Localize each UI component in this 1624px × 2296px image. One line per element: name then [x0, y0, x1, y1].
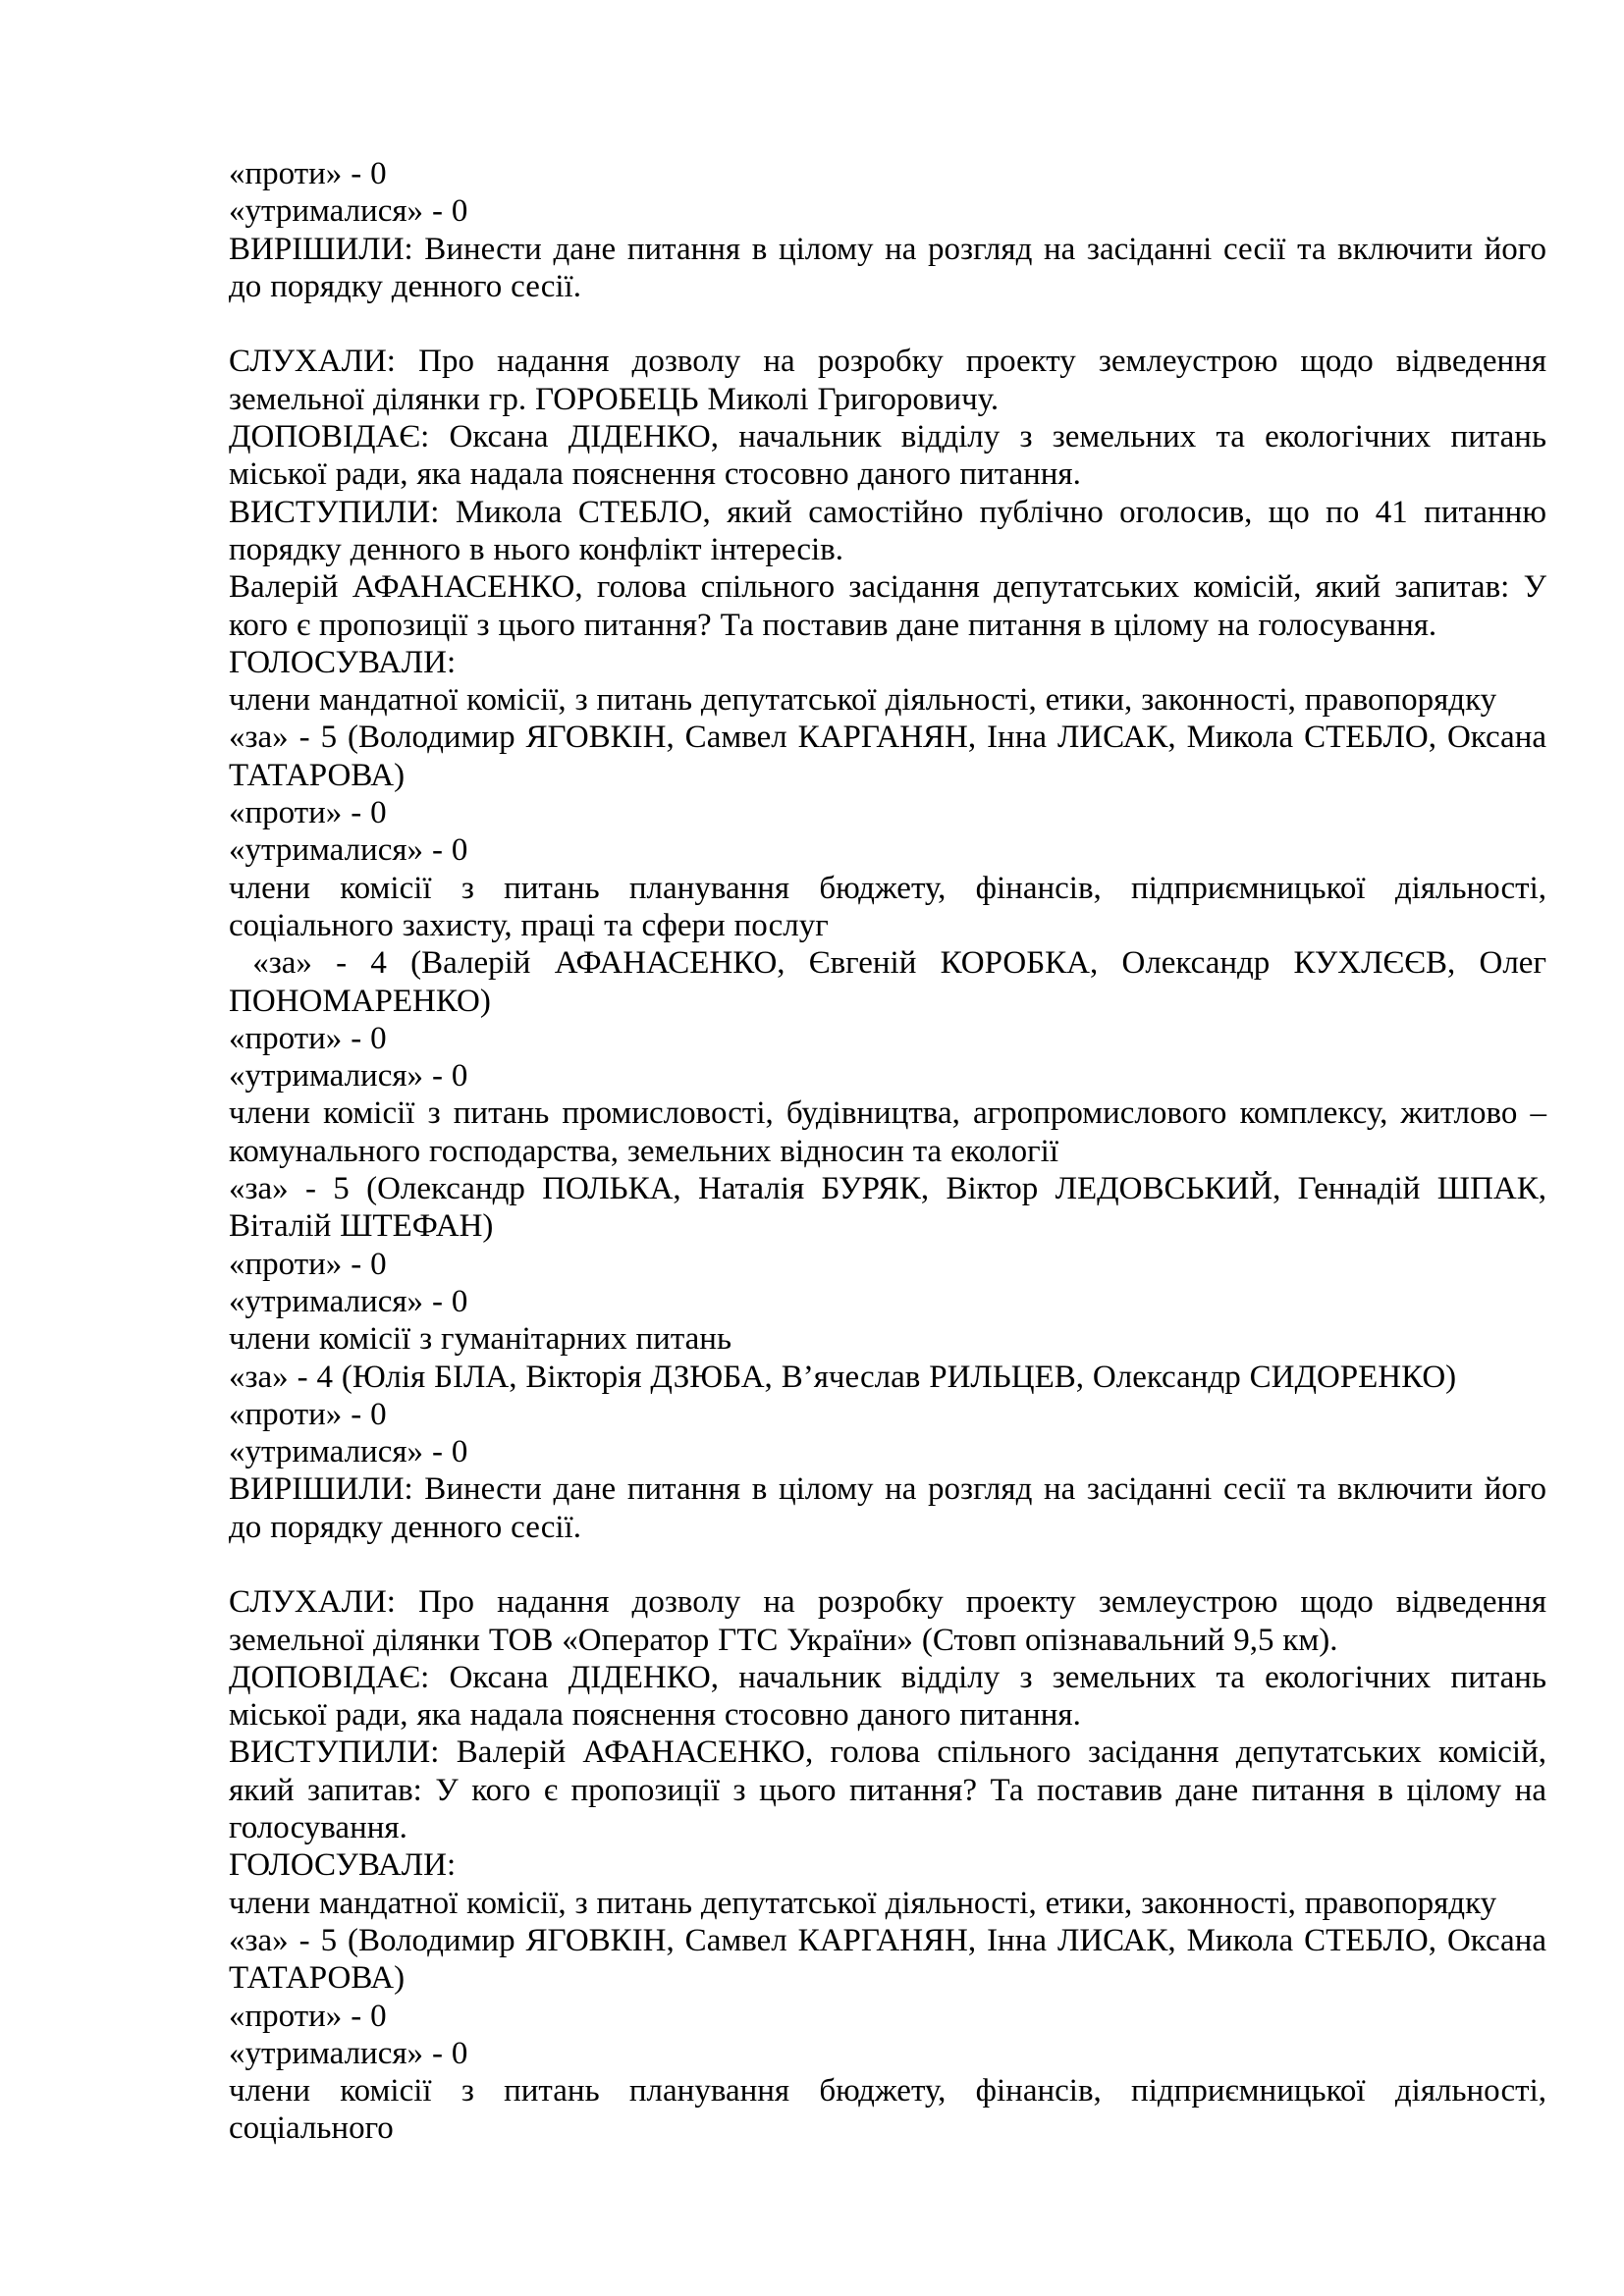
paragraph: «утрималися» - 0 [229, 1283, 468, 1319]
paragraph: Валерій АФАНАСЕНКО, голова спільного засідання депутатських комісій, який запитав: У кого є пропозиції з цього питання? Та поставив дане питання в цілому на голосування. [229, 569, 1546, 643]
paragraph: «проти» - 0 [229, 1246, 387, 1282]
paragraph: «за» - 5 (Володимир ЯГОВКІН, Самвел КАРГАНЯН, Інна ЛИСАК, Микола СТЕБЛО, Оксана ТАТАРОВА) [229, 1922, 1546, 1997]
paragraph: члени мандатної комісії, з питань депутатської діяльності, етики, законності, правопорядку [229, 1885, 1497, 1921]
paragraph: ВИСТУПИЛИ: Микола СТЕБЛО, який самостійно публічно оголосив, що по 41 питанню порядку денного в нього конфлікт інтересів. [229, 494, 1546, 567]
paragraph: члени комісії з питань промисловості, будівництва, агропромислового комплексу, житлово – комунального господарства, земельних відносин та екології [229, 1095, 1546, 1169]
paragraph: «утрималися» - 0 [229, 2035, 468, 2071]
paragraph: члени мандатної комісії, з питань депутатської діяльності, етики, законності, правопорядку [229, 682, 1497, 719]
paragraph: «проти» - 0 [229, 795, 387, 831]
paragraph: «проти» - 0 [229, 1020, 387, 1056]
paragraph: члени комісії з питань планування бюджету, фінансів, підприємницької діяльності, соціального захисту, праці та сфери послуг [229, 870, 1546, 943]
blank-line [229, 305, 1546, 343]
paragraph: ДОПОВІДАЄ: Оксана ДІДЕНКО, начальник відділу з земельних та екологічних питань міської ради, яка надала пояснення стосовно даного питання. [229, 1659, 1546, 1734]
blank-line [229, 1546, 1546, 1583]
paragraph: «проти» - 0 [229, 156, 387, 191]
paragraph: СЛУХАЛИ: Про надання дозволу на розробку проекту землеустрою щодо відведення земельної ділянки ТОВ «Оператор ГТС України» (Стовп опізнавальний 9,5 км). [229, 1584, 1546, 1658]
paragraph: «проти» - 0 [229, 1396, 387, 1432]
paragraph: члени комісії з питань планування бюджету, фінансів, підприємницької діяльності, соціального [229, 2073, 1546, 2147]
paragraph: «утрималися» - 0 [229, 832, 468, 869]
paragraph: «за» - 5 (Олександр ПОЛЬКА, Наталія БУРЯК, Віктор ЛЕДОВСЬКИЙ, Геннадій ШПАК, Віталій ШТЕФАН) [229, 1171, 1546, 1245]
paragraph: ВИРІШИЛИ: Винести дане питання в цілому на розгляд на засіданні сесії та включити його до порядку денного сесії. [229, 231, 1546, 304]
paragraph: «утрималися» - 0 [229, 1434, 468, 1470]
paragraph: «за» - 4 (Валерій АФАНАСЕНКО, Євгеній КОРОБКА, Олександр КУХЛЄЄВ, Олег ПОНОМАРЕНКО) [229, 945, 1546, 1019]
paragraph: ГОЛОСУВАЛИ: [229, 1847, 457, 1884]
paragraph: ГОЛОСУВАЛИ: [229, 644, 457, 680]
paragraph: ДОПОВІДАЄ: Оксана ДІДЕНКО, начальник відділу з земельних та екологічних питань міської ради, яка надала пояснення стосовно даного питання. [229, 419, 1546, 493]
paragraph: СЛУХАЛИ: Про надання дозволу на розробку проекту землеустрою щодо відведення земельної ділянки гр. ГОРОБЕЦЬ Миколі Григоровичу. [229, 344, 1546, 417]
paragraph: «за» - 5 (Володимир ЯГОВКІН, Самвел КАРГАНЯН, Інна ЛИСАК, Микола СТЕБЛО, Оксана ТАТАРОВА) [229, 720, 1546, 793]
paragraph: члени комісії з гуманітарних питань [229, 1321, 731, 1358]
document-text [229, 155, 1546, 2148]
paragraph: «проти» - 0 [229, 1998, 387, 2034]
paragraph: ВИРІШИЛИ: Винести дане питання в цілому на розгляд на засіданні сесії та включити його до порядку денного сесії. [229, 1471, 1546, 1545]
paragraph: «утрималися» - 0 [229, 1058, 468, 1095]
paragraph: «за» - 4 (Юлія БІЛА, Вікторія ДЗЮБА, В’ячеслав РИЛЬЦЕВ, Олександр СИДОРЕНКО) [229, 1359, 1457, 1395]
paragraph: ВИСТУПИЛИ: Валерій АФАНАСЕНКО, голова спільного засідання депутатських комісій, який запитав: У кого є пропозиції з цього питання? Та поставив дане питання в цілому на голосування. [229, 1735, 1546, 1846]
paragraph: «утрималися» - 0 [229, 193, 468, 230]
